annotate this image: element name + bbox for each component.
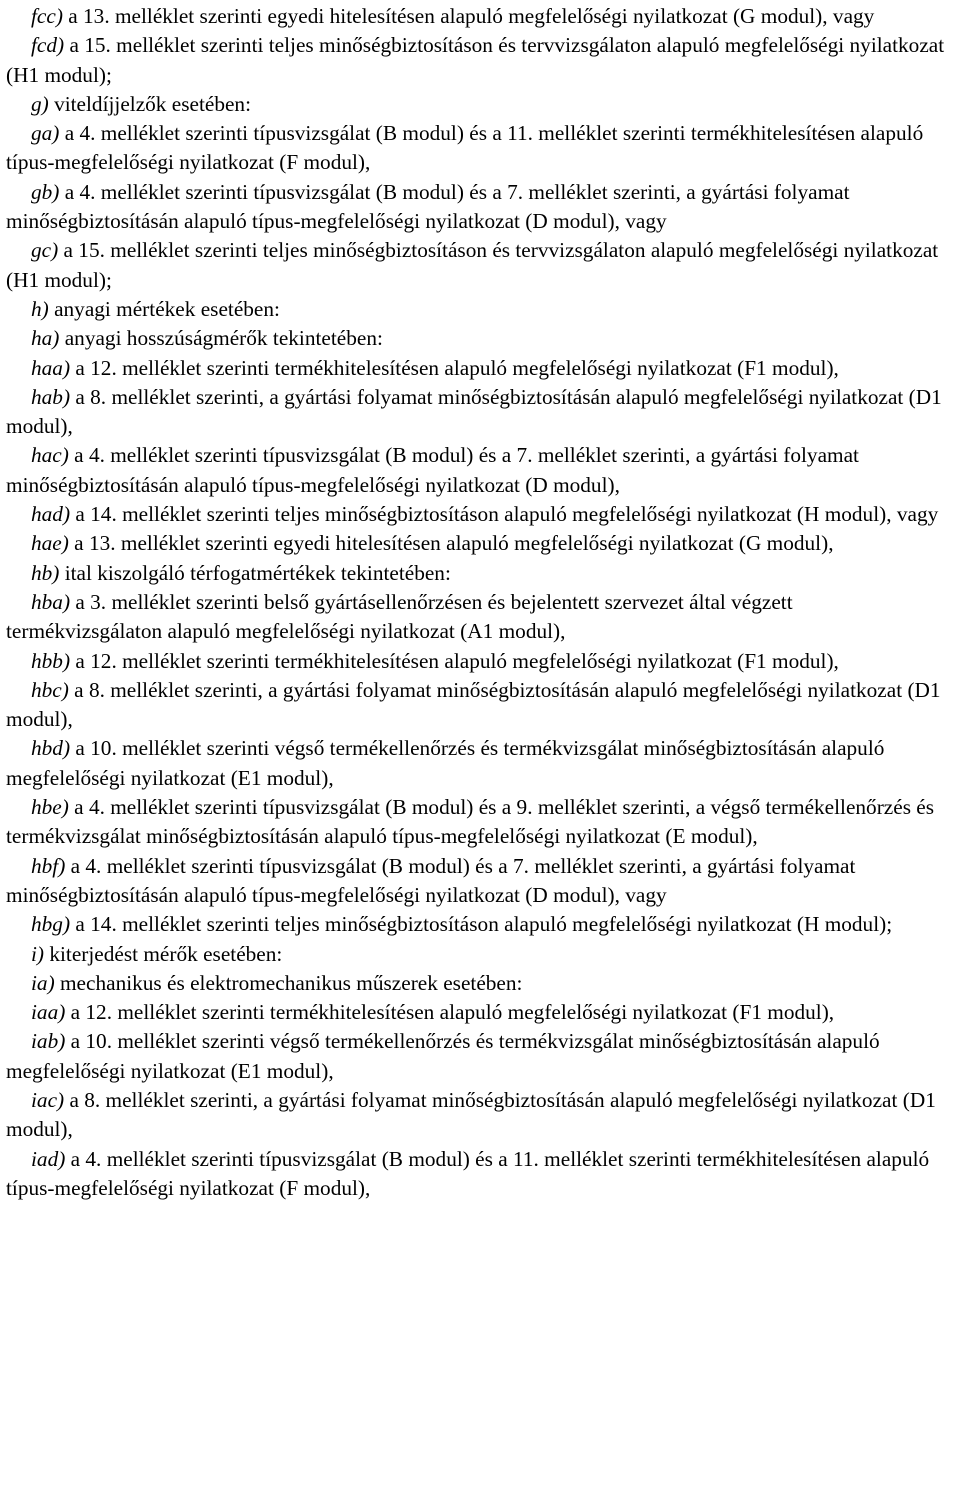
clause-iab	[6, 1027, 954, 1086]
clause-marker: had)	[31, 502, 71, 527]
clause-text: a 14. melléklet szerinti teljes minőségbiztosításon alapuló megfelelőségi nyilatkozat (H modul), vagy	[70, 502, 939, 527]
clause-ha	[6, 324, 954, 353]
clause-hbc	[6, 676, 954, 735]
clause-gb	[6, 178, 954, 237]
clause-text: a 4. melléklet szerinti típusvizsgálat (B modul) és a 9. melléklet szerinti, a végső termékellenőrzés és termékvizsgálat minőségbiztosításán alapuló típus-megfelelőségi nyilatkozat (E modul),	[6, 795, 935, 849]
clause-text: a 12. melléklet szerinti termékhitelesítésen alapuló megfelelőségi nyilatkozat (F1 modul),	[70, 355, 839, 380]
clause-text: a 8. melléklet szerinti, a gyártási folyamat minőségbiztosításán alapuló megfelelőségi nyilatkozat (D1 modul),	[6, 384, 942, 439]
clause-hbf	[6, 852, 954, 911]
clause-marker: ga)	[31, 121, 60, 146]
clause-text: a 15. melléklet szerinti teljes minőségbiztosításon és tervvizsgálaton alapuló megfelelőségi nyilatkozat (H1 modul);	[6, 33, 945, 87]
clause-hb	[6, 559, 954, 588]
clause-marker: hbb)	[31, 648, 71, 673]
clause-text: anyagi hosszúságmérők tekintetében:	[59, 326, 383, 351]
clause-marker: hbf)	[31, 853, 66, 878]
clause-text: a 4. melléklet szerinti típusvizsgálat (B modul) és a 7. melléklet szerinti, a gyártási folyamat minőségbiztosításán alapuló típus-megfelelőségi nyilatkozat (D modul), vagy	[6, 853, 856, 907]
clause-text: a 3. melléklet szerinti belső gyártásellenőrzésen és bejelentett szervezet által végzett termékvizsgálaton alapuló megfelelőségi nyilatkozat (A1 modul),	[6, 589, 793, 644]
clause-hbe	[6, 793, 954, 852]
clause-hac	[6, 441, 954, 500]
document-page	[6, 2, 954, 1203]
clause-text: kiterjedést mérők esetében:	[44, 941, 283, 966]
clause-text: anyagi mértékek esetében:	[48, 296, 280, 321]
clause-text: a 4. melléklet szerinti típusvizsgálat (B modul) és a 11. melléklet szerinti termékhitelesítésen alapuló típus-megfelelőségi nyilatkozat (F modul),	[6, 121, 924, 175]
clause-text: a 8. melléklet szerinti, a gyártási folyamat minőségbiztosításán alapuló megfelelőségi nyilatkozat (D1 modul),	[6, 677, 941, 732]
clause-hab	[6, 383, 954, 442]
clause-h	[6, 295, 954, 324]
clause-iaa	[6, 998, 954, 1027]
clause-text: a 4. melléklet szerinti típusvizsgálat (B modul) és a 11. melléklet szerinti termékhitelesítésen alapuló típus-megfelelőségi nyilatkozat (F modul),	[6, 1146, 930, 1200]
clause-marker: g)	[31, 91, 49, 116]
clause-marker: hab)	[31, 384, 71, 409]
clause-marker: fcc)	[31, 4, 63, 28]
clause-marker: iac)	[31, 1087, 65, 1112]
clause-i	[6, 940, 954, 969]
clause-text: a 4. melléklet szerinti típusvizsgálat (B modul) és a 7. melléklet szerinti, a gyártási folyamat minőségbiztosításán alapuló típus-megfelelőségi nyilatkozat (D modul), vagy	[6, 179, 850, 234]
clause-iad	[6, 1145, 954, 1204]
clause-marker: ia)	[31, 970, 55, 995]
clause-text: a 12. melléklet szerinti termékhitelesítésen alapuló megfelelőségi nyilatkozat (F1 modul),	[70, 648, 839, 673]
clause-iac	[6, 1086, 954, 1145]
clause-text: a 13. melléklet szerinti egyedi hitelesítésen alapuló megfelelőségi nyilatkozat (G modul), vagy	[62, 4, 875, 28]
clause-haa	[6, 354, 954, 383]
clause-marker: gb)	[31, 179, 60, 204]
clause-marker: iaa)	[31, 1000, 66, 1025]
clause-text: viteldíjjelzők esetében:	[48, 91, 251, 116]
clause-marker: hae)	[31, 531, 69, 556]
clause-marker: hac)	[31, 443, 69, 468]
clause-text: a 14. melléklet szerinti teljes minőségbiztosításon alapuló megfelelőségi nyilatkozat (H modul);	[70, 912, 893, 937]
clause-text: a 15. melléklet szerinti teljes minőségbiztosításon és tervvizsgálaton alapuló megfelelőségi nyilatkozat (H1 modul);	[6, 238, 939, 292]
clause-marker: hba)	[31, 589, 71, 614]
clause-hbg	[6, 910, 954, 939]
clause-had	[6, 500, 954, 529]
clause-marker: hbc)	[31, 677, 69, 702]
clause-hba	[6, 588, 954, 647]
clause-marker: hb)	[31, 560, 60, 585]
clause-marker: hbe)	[31, 795, 69, 820]
clause-text: a 10. melléklet szerinti végső termékellenőrzés és termékvizsgálat minőségbiztosításán alapuló megfelelőségi nyilatkozat (E1 modul),	[6, 1029, 880, 1083]
clause-gc	[6, 236, 954, 295]
clause-marker: gc)	[31, 238, 59, 263]
clause-hbd	[6, 734, 954, 793]
clause-fcd	[6, 31, 954, 90]
clause-text: a 8. melléklet szerinti, a gyártási folyamat minőségbiztosításán alapuló megfelelőségi nyilatkozat (D1 modul),	[6, 1087, 936, 1142]
clause-marker: ha)	[31, 326, 60, 351]
clause-hbb	[6, 647, 954, 676]
clause-text: ital kiszolgáló térfogatmértékek tekintetében:	[59, 560, 451, 585]
clause-marker: iab)	[31, 1029, 66, 1054]
clause-marker: hbd)	[31, 736, 71, 761]
clause-text: a 13. melléklet szerinti egyedi hitelesítésen alapuló megfelelőségi nyilatkozat (G modul),	[68, 531, 834, 556]
clause-text: a 10. melléklet szerinti végső termékellenőrzés és termékvizsgálat minőségbiztosításán alapuló megfelelőségi nyilatkozat (E1 modul),	[6, 736, 885, 790]
clause-text: mechanikus és elektromechanikus műszerek esetében:	[54, 970, 523, 995]
clause-marker: h)	[31, 296, 49, 321]
clause-text: a 12. melléklet szerinti termékhitelesítésen alapuló megfelelőségi nyilatkozat (F1 modul),	[65, 1000, 835, 1025]
clause-marker: hbg)	[31, 912, 71, 937]
clause-ga	[6, 119, 954, 178]
clause-marker: fcd)	[31, 33, 65, 58]
clause-marker: i)	[31, 941, 45, 966]
clause-fcc	[6, 2, 954, 31]
clause-g	[6, 90, 954, 119]
clause-marker: haa)	[31, 355, 71, 380]
clause-marker: iad)	[31, 1146, 66, 1171]
clause-ia	[6, 969, 954, 998]
clause-text: a 4. melléklet szerinti típusvizsgálat (B modul) és a 7. melléklet szerinti, a gyártási folyamat minőségbiztosításán alapuló típus-megfelelőségi nyilatkozat (D modul),	[6, 443, 859, 497]
clause-hae	[6, 529, 954, 558]
